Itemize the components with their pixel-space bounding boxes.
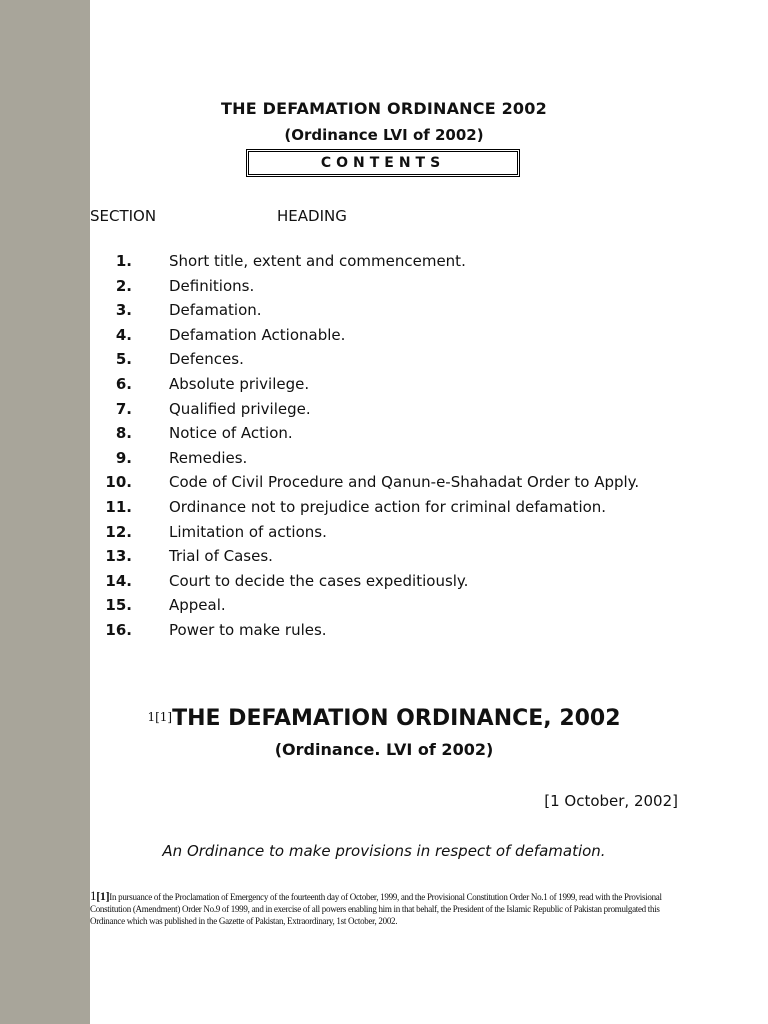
toc-item-heading: Remedies. xyxy=(169,448,248,467)
toc-item-number: 4. xyxy=(115,325,132,344)
ordinance-subtitle: (Ordinance. LVI of 2002) xyxy=(274,740,494,759)
toc-item[interactable] xyxy=(90,400,690,425)
toc-item-heading: Defamation Actionable. xyxy=(169,325,346,344)
footnote-reference[interactable]: 1[1] xyxy=(147,710,173,724)
footnote-bold-ref: [1] xyxy=(96,889,110,903)
footnote-text: In pursuance of the Proclamation of Emergency of the fourteenth day of October, 1999, and the Provisional Constitution Order No.1 of 1999, read with the Provisional Constitution (Amendment) Order No.9 of 1999, and in exercise of all powers enabling him in that behalf, the President of the Islamic Republic of Pakistan promulgated this Ordinance which was published in the Gazette of Pakistan, Extraordinary, 1st October, 2002. xyxy=(90,892,662,926)
footnote-mark: 1 xyxy=(90,888,97,903)
toc-item-heading: Power to make rules. xyxy=(169,620,327,639)
toc-item-heading: Absolute privilege. xyxy=(169,374,310,393)
toc-item-heading: Definitions. xyxy=(169,276,255,295)
toc-item-heading: Code of Civil Procedure and Qanun-e-Shahadat Order to Apply. xyxy=(169,473,640,492)
toc-item[interactable] xyxy=(90,547,690,572)
table-of-contents xyxy=(90,252,690,646)
toc-item-number: 10. xyxy=(105,473,132,492)
toc-item[interactable] xyxy=(90,473,690,498)
toc-item[interactable] xyxy=(90,621,690,646)
toc-item[interactable] xyxy=(90,449,690,474)
toc-item[interactable] xyxy=(90,572,690,597)
toc-item-heading: Short title, extent and commencement. xyxy=(169,252,466,270)
toc-item-number: 11. xyxy=(105,497,132,516)
toc-item-heading: Trial of Cases. xyxy=(169,547,273,566)
section-column-header: SECTION xyxy=(90,207,157,225)
toc-item-heading: Ordinance not to prejudice action for criminal defamation. xyxy=(169,497,607,516)
toc-item[interactable] xyxy=(90,252,690,277)
toc-item-number: 16. xyxy=(105,620,132,639)
toc-item-number: 8. xyxy=(115,424,132,443)
toc-item[interactable] xyxy=(90,375,690,400)
toc-item[interactable] xyxy=(90,301,690,326)
toc-item-heading: Notice of Action. xyxy=(169,424,293,443)
toc-item-number: 2. xyxy=(115,276,132,295)
toc-item[interactable] xyxy=(90,498,690,523)
toc-item-heading: Limitation of actions. xyxy=(169,522,327,541)
contents-label: CONTENTS xyxy=(248,151,518,175)
toc-item[interactable] xyxy=(90,350,690,375)
toc-item-number: 14. xyxy=(105,571,132,590)
toc-item-heading: Court to decide the cases expeditiously. xyxy=(169,571,469,590)
promulgation-date: [1 October, 2002] xyxy=(544,792,678,810)
document-subtitle: (Ordinance LVI of 2002) xyxy=(284,126,484,144)
toc-item-number: 7. xyxy=(115,399,132,418)
toc-item[interactable] xyxy=(90,523,690,548)
toc-item[interactable] xyxy=(90,326,690,351)
ordinance-title xyxy=(90,706,678,731)
document-page xyxy=(90,0,768,1024)
toc-item-number: 5. xyxy=(115,350,132,369)
toc-item-number: 3. xyxy=(115,301,132,320)
toc-item-number: 15. xyxy=(105,596,132,615)
toc-item-number: 13. xyxy=(105,547,132,566)
toc-item-heading: Defamation. xyxy=(169,301,262,320)
toc-item-number: 6. xyxy=(115,374,132,393)
document-title: THE DEFAMATION ORDINANCE 2002 xyxy=(221,99,547,118)
toc-item[interactable] xyxy=(90,424,690,449)
footnote xyxy=(90,890,680,927)
preamble: An Ordinance to make provisions in respect of defamation. xyxy=(162,842,606,860)
toc-item-heading: Defences. xyxy=(169,350,244,369)
heading-column-header: HEADING xyxy=(277,207,347,225)
toc-item-number: 9. xyxy=(115,448,132,467)
toc-item-heading: Appeal. xyxy=(169,596,226,615)
toc-item-heading: Qualified privilege. xyxy=(169,399,311,418)
left-margin-strip xyxy=(0,0,90,1024)
toc-item-number: 12. xyxy=(105,522,132,541)
ordinance-title-text: THE DEFAMATION ORDINANCE, 2002 xyxy=(172,706,621,731)
toc-item-number: 1. xyxy=(115,252,132,270)
toc-item[interactable] xyxy=(90,277,690,302)
toc-item[interactable] xyxy=(90,596,690,621)
